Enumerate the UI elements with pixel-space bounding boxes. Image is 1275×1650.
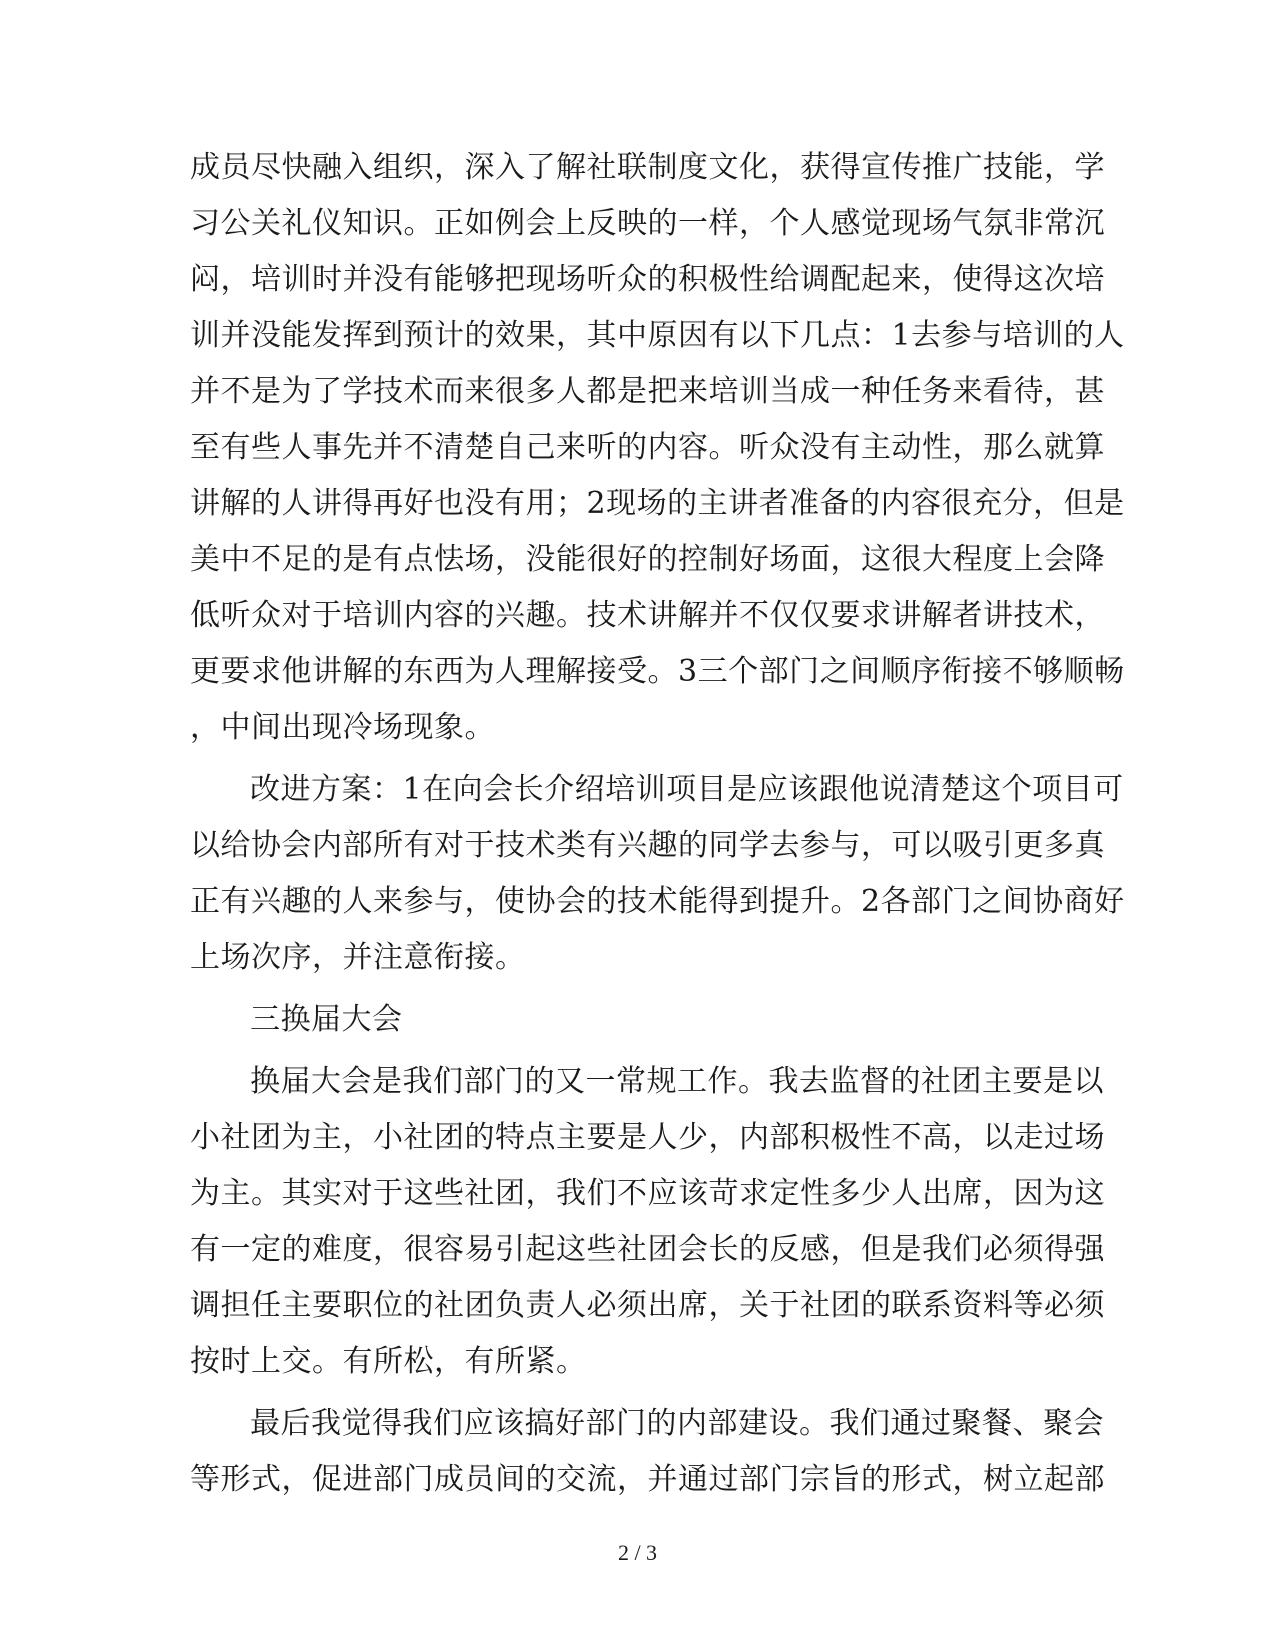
text-line: 至有些人事先并不清楚自己来听的内容。听众没有主动性，那么就算 <box>190 430 1105 465</box>
text-line: 正有兴趣的人来参与，使协会的技术能得到提升。2各部门之间协商好 <box>190 884 1125 919</box>
text-line: 按时上交。有所松，有所紧。 <box>190 1344 587 1379</box>
text-line: 习公关礼仪知识。正如例会上反映的一样，个人感觉现场气氛非常沉 <box>190 206 1105 241</box>
section-heading <box>190 992 1090 1048</box>
page-number: 2 / 3 <box>617 1540 658 1565</box>
text-line: 有一定的难度，很容易引起这些社团会长的反感，但是我们必须得强 <box>190 1232 1105 1267</box>
text-line: 等形式，促进部门成员间的交流，并通过部门宗旨的形式，树立起部 <box>190 1462 1105 1497</box>
text-line: 讲解的人讲得再好也没有用；2现场的主讲者准备的内容很充分，但是 <box>190 486 1125 521</box>
text-line: 闷，培训时并没有能够把现场听众的积极性给调配起来，使得这次培 <box>190 262 1105 297</box>
text-line: 并不是为了学技术而来很多人都是把来培训当成一种任务来看待，甚 <box>190 374 1105 409</box>
text-line: 最后我觉得我们应该搞好部门的内部建设。我们通过聚餐、聚会 <box>250 1406 1104 1441</box>
paragraph-2 <box>190 762 1125 986</box>
paragraph-4 <box>190 1396 1105 1508</box>
text-line: 训并没能发挥到预计的效果，其中原因有以下几点：1去参与培训的人 <box>190 318 1125 353</box>
text-line: 小社团为主，小社团的特点主要是人少，内部积极性不高，以走过场 <box>190 1120 1105 1155</box>
text-line: 为主。其实对于这些社团，我们不应该苛求定性多少人出席，因为这 <box>190 1176 1105 1211</box>
text-line: 更要求他讲解的东西为人理解接受。3三个部门之间顺序衔接不够顺畅 <box>190 654 1125 689</box>
text-line: ，中间出现冷场现象。 <box>190 710 495 745</box>
text-line: 美中不足的是有点怯场，没能很好的控制好场面，这很大程度上会降 <box>190 542 1105 577</box>
text-line: 低听众对于培训内容的兴趣。技术讲解并不仅仅要求讲解者讲技术， <box>190 598 1105 633</box>
text-line: 上场次序，并注意衔接。 <box>190 940 526 975</box>
text-line: 调担任主要职位的社团负责人必须出席，关于社团的联系资料等必须 <box>190 1288 1105 1323</box>
section-heading-text: 三换届大会 <box>250 1002 403 1037</box>
text-line: 改进方案：1在向会长介绍培训项目是应该跟他说清楚这个项目可 <box>250 772 1124 807</box>
paragraph-1 <box>190 140 1125 756</box>
text-line: 成员尽快融入组织，深入了解社联制度文化，获得宣传推广技能，学 <box>190 150 1105 185</box>
text-line: 以给协会内部所有对于技术类有兴趣的同学去参与，可以吸引更多真 <box>190 828 1105 863</box>
text-line: 换届大会是我们部门的又一常规工作。我去监督的社团主要是以 <box>250 1064 1104 1099</box>
document-body <box>190 140 1125 1508</box>
paragraph-3 <box>190 1054 1105 1390</box>
